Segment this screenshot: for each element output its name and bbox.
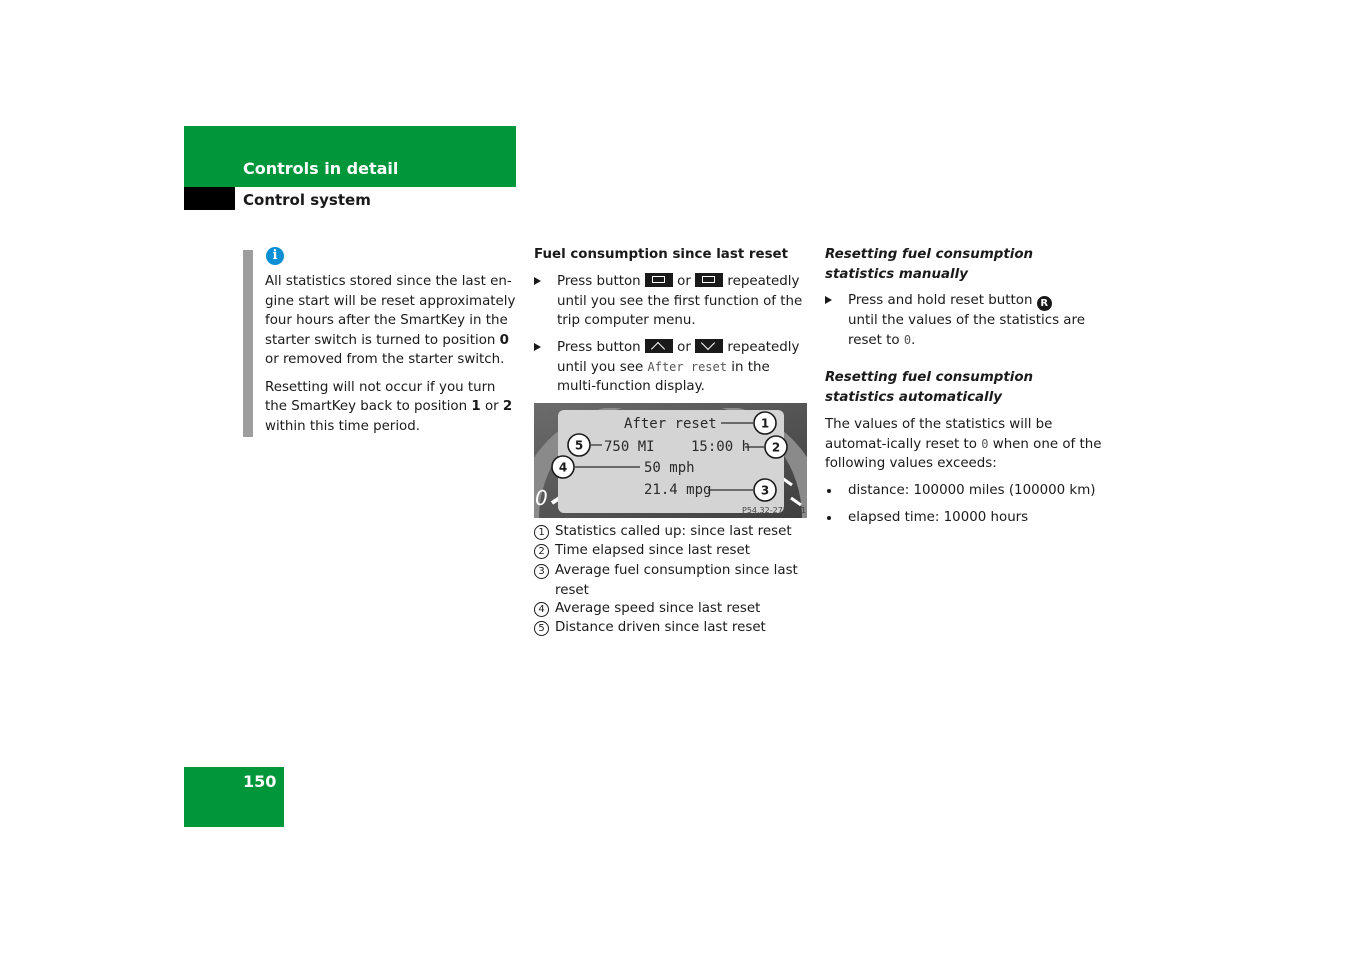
- display-fuel: 21.4 mpg: [644, 482, 712, 498]
- subsection-title: Control system: [243, 191, 371, 209]
- display-text-after-reset: After reset: [647, 359, 727, 374]
- info-paragraph-2: [265, 378, 517, 437]
- scroll-up-button-icon: [645, 339, 673, 353]
- scroll-down-button-icon: [695, 339, 723, 353]
- info-box-bar: [243, 250, 253, 437]
- legend-number: 1: [534, 525, 549, 540]
- display-value-zero: 0: [903, 332, 912, 347]
- step-text-span: repeatedly until you see: [557, 340, 800, 375]
- display-value-zero: 0: [981, 436, 989, 451]
- fuel-heading: Fuel consumption since last reset: [534, 247, 789, 262]
- legend-item-5: [534, 618, 809, 638]
- info-text-span: or removed from the starter switch.: [265, 352, 505, 367]
- step-text-span: Press button: [557, 274, 645, 289]
- step-text-span: in the multi-function display.: [557, 359, 770, 394]
- callout-number-5: 5: [574, 438, 584, 453]
- display-time: 15:00 h: [691, 439, 751, 455]
- step-press-menu-button: [534, 272, 809, 331]
- legend-item-2: [534, 541, 809, 561]
- legend-number: 3: [534, 564, 549, 579]
- bullet-item-time: [825, 508, 1105, 528]
- bullet-text: distance: 100000 miles (100000 km): [848, 483, 1096, 498]
- multifunction-display-illustration: [534, 403, 807, 518]
- step-text-span: Press and hold reset button: [848, 293, 1037, 308]
- step-text: [557, 338, 809, 397]
- legend-number: 2: [534, 544, 549, 559]
- legend-text: Time elapsed since last reset: [555, 543, 751, 558]
- display-distance: 750 MI: [604, 439, 655, 455]
- step-text: [557, 272, 809, 331]
- bullet-text: elapsed time: 10000 hours: [848, 510, 1029, 525]
- step-arrow-icon: [825, 296, 832, 304]
- bullet-item-distance: [825, 481, 1105, 501]
- manual-reset-heading: Resetting fuel consumption statistics manually: [825, 247, 1034, 282]
- page-number: 150: [243, 772, 277, 791]
- legend-text: Statistics called up: since last reset: [555, 524, 792, 539]
- section-tab-marker: [184, 187, 235, 210]
- position-2: 2: [502, 399, 513, 414]
- step-text: [848, 291, 1085, 350]
- section-title: Controls in detail: [243, 159, 399, 178]
- body-text-span: when one of the following values exceeds:: [825, 436, 1102, 471]
- legend-item-1: [534, 522, 809, 542]
- step-arrow-icon: [534, 277, 541, 285]
- reset-button-icon: R: [1037, 296, 1052, 311]
- step-text-span: or: [672, 340, 696, 355]
- display-line-after-reset: After reset: [624, 416, 717, 432]
- step-text-span: Press button: [557, 340, 645, 355]
- legend-text: Average speed since last reset: [555, 601, 761, 616]
- legend-number: 5: [534, 621, 549, 636]
- step-press-reset-button: [825, 291, 1085, 350]
- legend-text: Distance driven since last reset: [555, 620, 766, 635]
- info-text-span: Resetting will not occur if you turn the SmartKey back to position: [265, 379, 496, 414]
- info-text-span: within this time period.: [265, 418, 420, 434]
- auto-reset-body: [825, 415, 1105, 474]
- menu-right-button-icon: [695, 273, 723, 287]
- step-text-span: .: [911, 332, 916, 348]
- step-press-scroll-button: [534, 338, 809, 397]
- callout-number-1: 1: [760, 416, 770, 431]
- auto-reset-heading: Resetting fuel consumption statistics automatically: [825, 370, 1034, 405]
- bullet-dot: [827, 516, 831, 520]
- bullet-dot: [827, 489, 831, 493]
- menu-left-button-icon: [645, 273, 673, 287]
- step-arrow-icon: [534, 343, 541, 351]
- position-0: 0: [499, 332, 509, 348]
- gauge-digit: 0: [535, 486, 548, 510]
- info-text-span: All statistics stored since the last en-gine start will be reset approximately four hours after the SmartKey in the starter switch is turned to position: [265, 274, 516, 348]
- info-icon: i: [266, 247, 284, 265]
- callout-number-2: 2: [771, 440, 781, 455]
- legend-item-3: [534, 561, 809, 600]
- callout-number-4: 4: [558, 460, 568, 475]
- position-1: 1: [471, 399, 481, 414]
- display-speed: 50 mph: [644, 460, 695, 476]
- step-text-span: repeatedly until you see the first function of the trip computer menu.: [557, 274, 803, 328]
- info-text-span: or: [480, 399, 503, 414]
- step-text-span: until the values of the statistics are reset to: [848, 313, 1085, 348]
- info-paragraph-1: [265, 272, 517, 370]
- figure-reference: P54.32-2757-31: [742, 506, 807, 515]
- legend-number: 4: [534, 602, 549, 617]
- legend-text: Average fuel consumption since last reset: [555, 563, 798, 598]
- callout-number-3: 3: [760, 483, 770, 498]
- info-box-text: [265, 272, 517, 436]
- legend-item-4: [534, 599, 809, 619]
- body-text-span: The values of the statistics will be automat-ically reset to: [825, 417, 1053, 452]
- step-text-span: or: [672, 274, 696, 289]
